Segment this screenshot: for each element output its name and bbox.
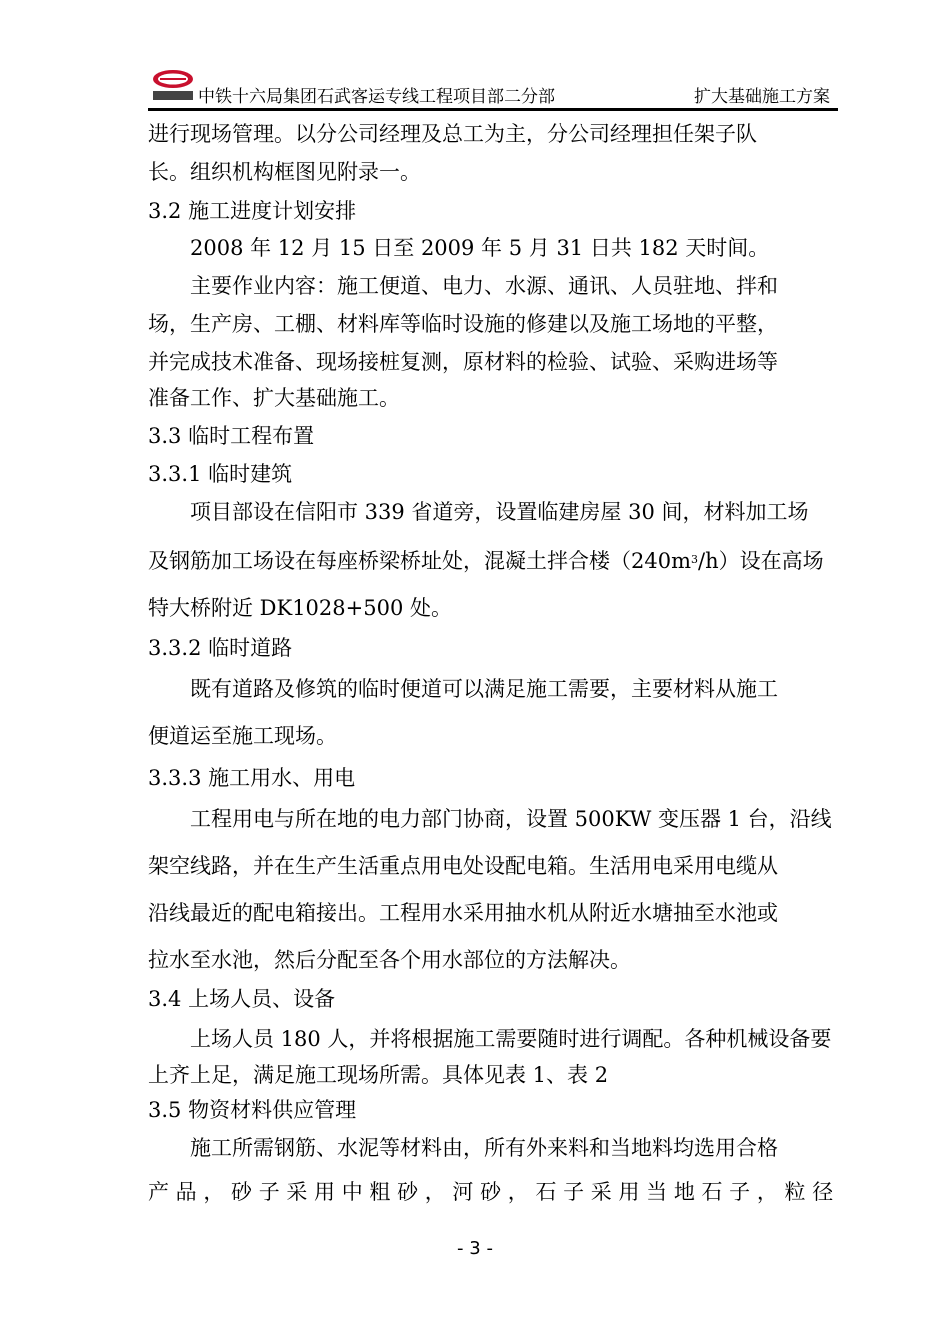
page-header (148, 68, 838, 111)
page-number: - 3 - (457, 1238, 493, 1259)
body-text-line: 上齐上足，满足施工现场所需。具体见表 1、表 2 (148, 1063, 609, 1087)
body-text-line: 便道运至施工现场。 (148, 724, 337, 748)
section-heading-3-3-2: 3.3.2 临时道路 (148, 636, 293, 660)
body-text-line: 产 品 ， 砂 子 采 用 中 粗 砂 ， 河 砂 ， 石 子 采 用 当 地 石 子 ， 粒 径 (148, 1180, 834, 1204)
body-text-line: 架空线路，并在生产生活重点用电处设配电箱。生活用电采用电缆从 (148, 854, 778, 878)
body-text-line: 施工所需钢筋、水泥等材料由，所有外来料和当地料均选用合格 (190, 1136, 778, 1160)
header-document-title: 扩大基础施工方案 (694, 87, 830, 107)
body-text-line: 项目部设在信阳市 339 省道旁，设置临建房屋 30 间，材料加工场 (190, 500, 809, 524)
body-text-line: 沿线最近的配电箱接出。工程用水采用抽水机从附近水塘抽至水池或 (148, 901, 778, 925)
body-text-line: 长。组织机构框图见附录一。 (148, 160, 421, 184)
section-heading-3-4: 3.4 上场人员、设备 (148, 987, 336, 1011)
crcc-logo-icon (150, 68, 196, 102)
section-heading-3-3: 3.3 临时工程布置 (148, 424, 315, 448)
body-text-line: 拉水至水池，然后分配至各个用水部位的方法解决。 (148, 948, 631, 972)
body-text-line: 并完成技术准备、现场接桩复测，原材料的检验、试验、采购进场等 (148, 350, 778, 374)
body-text-line: 主要作业内容：施工便道、电力、水源、通讯、人员驻地、拌和 (190, 274, 778, 298)
header-organization: 中铁十六局集团石武客运专线工程项目部二分部 (198, 87, 555, 107)
body-text-line: 场，生产房、工棚、材料库等临时设施的修建以及施工场地的平整， (148, 312, 778, 336)
text-fragment: /h）设在高场 (698, 549, 824, 573)
section-heading-3-3-3: 3.3.3 施工用水、用电 (148, 766, 356, 790)
body-text-line (148, 546, 824, 575)
section-heading-3-5: 3.5 物资材料供应管理 (148, 1098, 357, 1122)
body-text-line: 准备工作、扩大基础施工。 (148, 386, 400, 410)
body-text-line: 工程用电与所在地的电力部门协商，设置 500KW 变压器 1 台，沿线 (190, 807, 832, 831)
text-fragment: 及钢筋加工场设在每座桥梁桥址处，混凝土拌合楼（240m (148, 549, 691, 573)
superscript-3: 3 (691, 553, 698, 566)
body-text-line: 特大桥附近 DK1028+500 处。 (148, 596, 452, 620)
body-text-line: 既有道路及修筑的临时便道可以满足施工需要，主要材料从施工 (190, 677, 778, 701)
section-heading-3-2: 3.2 施工进度计划安排 (148, 199, 357, 223)
body-text-line: 2008 年 12 月 15 日至 2009 年 5 月 31 日共 182 天时间。 (190, 236, 770, 260)
body-text-line: 进行现场管理。以分公司经理及总工为主，分公司经理担任架子队 (148, 122, 757, 146)
section-heading-3-3-1: 3.3.1 临时建筑 (148, 462, 293, 486)
body-text-line: 上场人员 180 人，并将根据施工需要随时进行调配。各种机械设备要 (190, 1027, 832, 1051)
